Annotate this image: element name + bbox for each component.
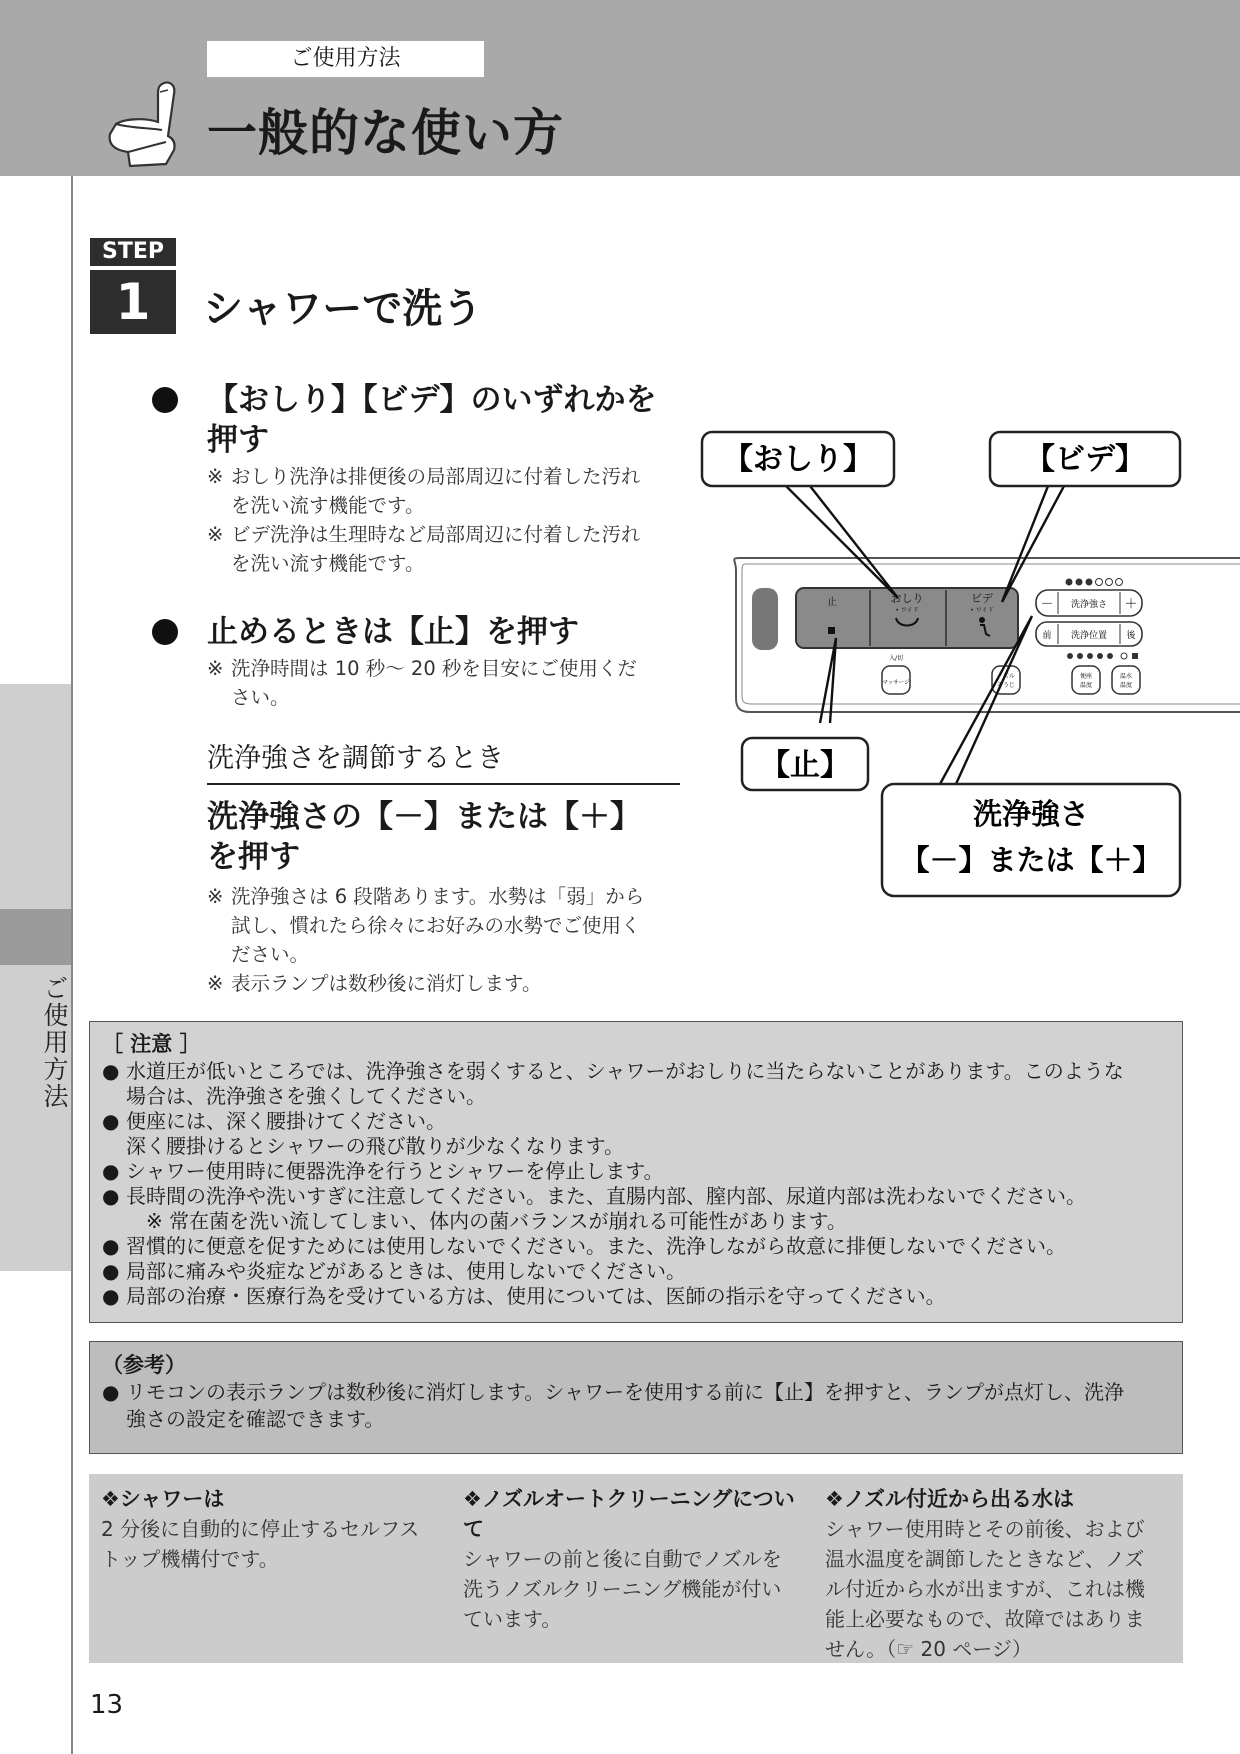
- back-button: 後: [1126, 631, 1136, 641]
- section3-heading: [207, 797, 641, 877]
- oshiri-button-label: おしり: [890, 592, 924, 605]
- step-label: STEP: [90, 238, 176, 266]
- section1-heading: [207, 380, 657, 460]
- water-temp-label: 温度: [1119, 682, 1133, 689]
- info-line: 洗うノズルクリーニング機能が付い: [463, 1577, 782, 1601]
- callout-strength-title: 洗浄強さ: [972, 797, 1090, 831]
- note-line: を洗い流す機能です。: [231, 494, 425, 517]
- bullet-icon: [152, 387, 178, 413]
- section-tag: ご使用方法: [207, 41, 484, 77]
- info-line: ル付近から水が出ますが、これは機: [825, 1577, 1145, 1601]
- page-title: 一般的な使い方: [207, 104, 564, 162]
- info-title: ❖ノズル付近から出る水は: [825, 1487, 1074, 1511]
- seat-temp-button: [1072, 666, 1100, 694]
- seat-label: 便座: [1079, 673, 1093, 680]
- note-mark: ※: [207, 465, 224, 488]
- note-mark: ※: [207, 523, 224, 546]
- section1-heading-line2: 押す: [207, 422, 269, 458]
- plus-button: ＋: [1124, 597, 1138, 612]
- note-line: さい。: [231, 686, 290, 709]
- margin-rule: [71, 176, 73, 1754]
- page-header: [0, 0, 1240, 176]
- info-title: ❖シャワーは: [101, 1487, 225, 1511]
- bullet-icon: [152, 619, 178, 645]
- reference-title: （参考）: [102, 1353, 186, 1377]
- info-nozzle-cleaning: [463, 1484, 808, 1634]
- note-line: おしり洗浄は排便後の局部周辺に付着した汚れ: [231, 465, 641, 488]
- note-line: を洗い流す機能です。: [231, 552, 425, 575]
- info-line: シャワーの前と後に自動でノズルを: [463, 1547, 782, 1571]
- info-line: トップ機構付です。: [101, 1547, 279, 1571]
- caution-item-continued: 深く腰掛けるとシャワーの飛び散りが少なくなります。: [126, 1134, 624, 1158]
- front-button: 前: [1042, 631, 1052, 641]
- caution-item: ● 習慣的に便意を促すためには使用しないでください。また、洗浄しながら故意に排便しないでください。: [102, 1234, 1172, 1259]
- bide-button-label: ビデ: [971, 592, 993, 605]
- seat-temp-label: 温度: [1079, 682, 1093, 689]
- nozzle-label: ノズル: [997, 673, 1015, 680]
- note-item: [207, 520, 677, 578]
- info-nozzle-water: [825, 1484, 1175, 1664]
- oshiri-wide-label: • ワイド: [895, 607, 919, 614]
- callout-oshiri: 【おしり】: [723, 442, 873, 477]
- info-shower: [101, 1484, 441, 1574]
- info-line: ています。: [463, 1607, 562, 1631]
- note-mark: ※: [207, 972, 224, 995]
- caution-item: ● 局部の治療・医療行為を受けている方は、使用については、医師の指示を守ってください。: [102, 1284, 1172, 1309]
- note-line: 試し、慣れたら徐々にお好みの水勢でご使用く: [231, 914, 641, 937]
- section3-heading-line1: 洗浄強さの【－】または【＋】: [207, 799, 641, 835]
- note-mark: ※: [207, 885, 224, 908]
- info-title: ❖ノズルオートクリーニングについて: [463, 1487, 795, 1541]
- nozzle-clean-label: そうじ: [996, 682, 1016, 689]
- side-tab-upper: [0, 684, 71, 909]
- bide-icon: [979, 617, 985, 623]
- caution-item-continued: 場合は、洗浄強さを強くしてください。: [126, 1084, 486, 1108]
- sensor-window: [752, 588, 778, 650]
- side-tab-label: ご使用方法: [40, 975, 69, 1110]
- onoff-label: 入/切: [888, 655, 904, 662]
- note-item: [207, 969, 682, 998]
- note-line: ださい。: [231, 943, 310, 966]
- info-line: 温水温度を調節したときなど、ノズ: [825, 1547, 1145, 1571]
- info-line: 2 分後に自動的に停止するセルフス: [101, 1517, 420, 1541]
- side-tab-marker: [0, 909, 71, 965]
- note-line: 洗浄強さは 6 段階あります。水勢は「弱」から: [231, 885, 645, 908]
- water-temp-button: [1112, 666, 1140, 694]
- stop-square-icon: [828, 627, 835, 634]
- note-line: 洗浄時間は 10 秒～ 20 秒を目安にご使用くだ: [231, 657, 637, 680]
- caution-title: ［ 注意 ］: [102, 1032, 201, 1056]
- info-line: せん。（☞ 20 ページ）: [825, 1637, 1032, 1661]
- subheading-rule: [207, 783, 680, 785]
- note-line: 表示ランプは数秒後に消灯します。: [231, 972, 542, 995]
- remote-control-diagram: [700, 420, 1240, 900]
- strength-subheading: 洗浄強さを調節するとき: [207, 743, 504, 774]
- reference-box: [89, 1341, 1183, 1454]
- step-number: 1: [90, 270, 176, 334]
- water-label: 温水: [1119, 673, 1133, 680]
- toilet-icon: [106, 78, 180, 168]
- caution-item: ● シャワー使用時に便器洗浄を行うとシャワーを停止します。: [102, 1159, 1172, 1184]
- caution-item: ● 長時間の洗浄や洗いすぎに注意してください。また、直腸内部、膣内部、尿道内部は洗わないでください。: [102, 1184, 1172, 1209]
- section3-heading-line2: を押す: [207, 839, 300, 875]
- bide-wide-label: • ワイド: [970, 607, 994, 614]
- callout-bide: 【ビデ】: [1025, 442, 1145, 477]
- strength-label: 洗浄強さ: [1070, 600, 1108, 610]
- reference-item: ● リモコンの表示ランプは数秒後に消灯します。シャワーを使用する前に【止】を押すと、ランプが点灯し、洗浄: [102, 1379, 1172, 1406]
- info-panel: [89, 1474, 1183, 1663]
- caution-box: [89, 1021, 1183, 1323]
- caution-subnote: ※ 常在菌を洗い流してしまい、体内の菌バランスが崩れる可能性があります。: [146, 1209, 847, 1233]
- step-title: シャワーで洗う: [203, 286, 483, 332]
- callout-strength-keys: 【－】または【＋】: [900, 843, 1162, 877]
- page-number: 13: [90, 1690, 124, 1720]
- section1-notes: [207, 462, 677, 578]
- section3-notes: [207, 882, 682, 998]
- position-label: 洗浄位置: [1070, 631, 1108, 641]
- info-line: シャワー使用時とその前後、および: [825, 1517, 1145, 1541]
- section2-heading: 止めるときは【止】を押す: [207, 614, 579, 650]
- section2-note: [207, 654, 677, 712]
- caution-item: ● 便座には、深く腰掛けてください。: [102, 1109, 1172, 1134]
- note-mark: ※: [207, 657, 224, 680]
- stop-button-label: 止: [827, 597, 837, 608]
- note-item: [207, 462, 677, 520]
- note-line: ビデ洗浄は生理時など局部周辺に付着した汚れ: [231, 523, 641, 546]
- section1-heading-line1: 【おしり】【ビデ】のいずれかを: [207, 382, 657, 418]
- callout-stop: 【止】: [760, 748, 850, 783]
- reference-item-continued: 強さの設定を確認できます。: [126, 1407, 385, 1431]
- minus-button: －: [1040, 597, 1054, 612]
- massage-label: マッサージ: [882, 680, 910, 686]
- info-line: 能上必要なもので、故障ではありま: [825, 1607, 1145, 1631]
- caution-item: ● 局部に痛みや炎症などがあるときは、使用しないでください。: [102, 1259, 1172, 1284]
- note-item: [207, 882, 682, 969]
- caution-item: ● 水道圧が低いところでは、洗浄強さを弱くすると、シャワーがおしりに当たらないことがあります。このような: [102, 1059, 1172, 1084]
